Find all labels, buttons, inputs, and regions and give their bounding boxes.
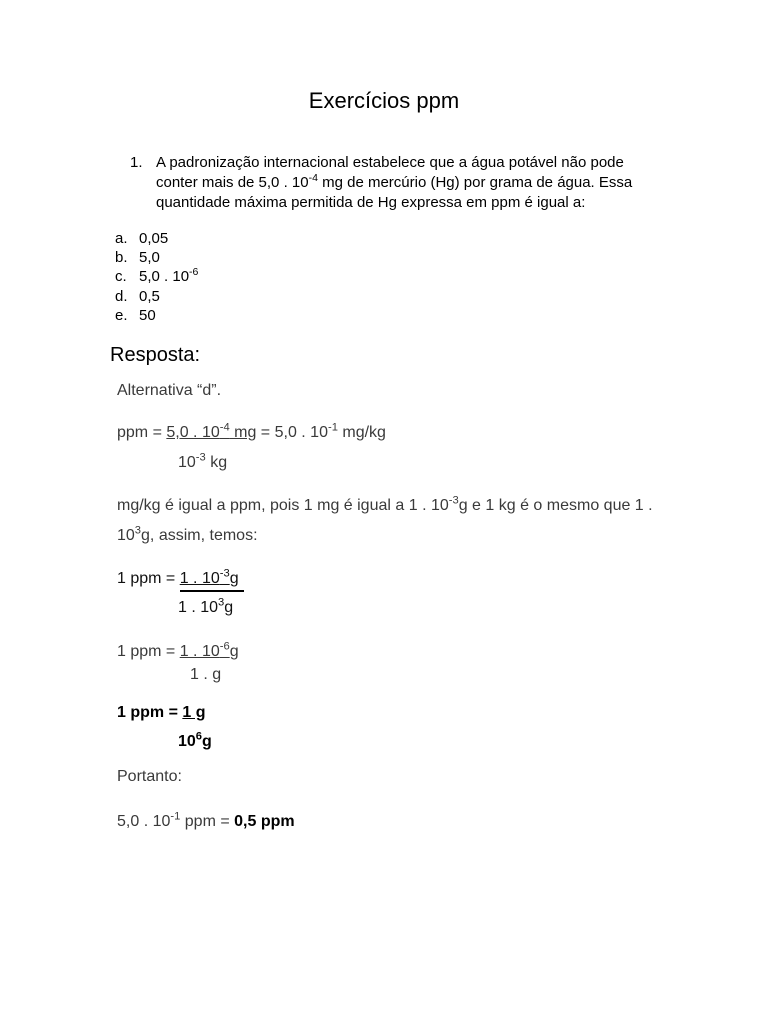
document-title: Exercícios ppm — [308, 88, 460, 113]
option-value: 5,0 — [139, 249, 160, 266]
question-line-3: quantidade máxima permitida de Hg expressa em ppm é igual a: — [156, 194, 586, 211]
equation-3-denominator: 1 . g — [190, 666, 222, 683]
equation-4-top: 1 ppm = 1 g — [117, 704, 206, 721]
answer-heading: Resposta: — [110, 344, 201, 366]
option-label: c. — [115, 268, 127, 285]
equation-2-denominator: 1 . $10^3g$ — [178, 596, 234, 616]
option-value: 50 — [139, 307, 156, 324]
question-number: 1. — [130, 154, 143, 171]
final-result-value: 0,5 ppm — [234, 813, 295, 830]
final-result: 5,0 . $10^{-1}$ ppm = 0,5 ppm — [117, 810, 295, 830]
therefore-label: Portanto: — [117, 768, 182, 785]
option-label: e. — [115, 307, 128, 324]
explanation-line-1: mg/kg é igual a ppm, pois 1 mg é igual a 1 . $10^{-3}g$ e 1 kg é o mesmo que 1 . — [117, 494, 653, 514]
equation-3-top: 1 ppm = 1 . $10^{-6}g$ — [117, 640, 239, 660]
question-line-2: conter mais de 5,0 . $10^{-4}$ mg de mercúrio (Hg) por grama de água. Essa — [156, 172, 633, 191]
equation-2-fraction-bar — [180, 590, 244, 592]
option-value: 0,05 — [139, 230, 169, 247]
option-label: d. — [115, 288, 128, 305]
option-label: a. — [115, 230, 128, 247]
question-line-1: A padronização internacional estabelece que a água potável não pode — [156, 154, 624, 171]
equation-4-denominator: $10^6g$ — [178, 730, 212, 750]
option-value: 0,5 — [139, 288, 160, 305]
equation-2-top: 1 ppm = 1 . $10^{-3}g$ — [117, 567, 239, 587]
equation-1-denominator: $10^{-3}$ kg — [178, 451, 228, 471]
option-label: b. — [115, 249, 128, 266]
answer-alternative: Alternativa “d”. — [117, 382, 222, 399]
option-value: 5,0 . $10^{-6}$ — [139, 266, 199, 285]
equation-1-top: ppm = 5,0 . $10^{-4}$ mg = 5,0 . $10^{-1}$ mg/kg — [117, 421, 386, 441]
explanation-line-2: $10^3g$, assim, temos: — [117, 524, 258, 544]
